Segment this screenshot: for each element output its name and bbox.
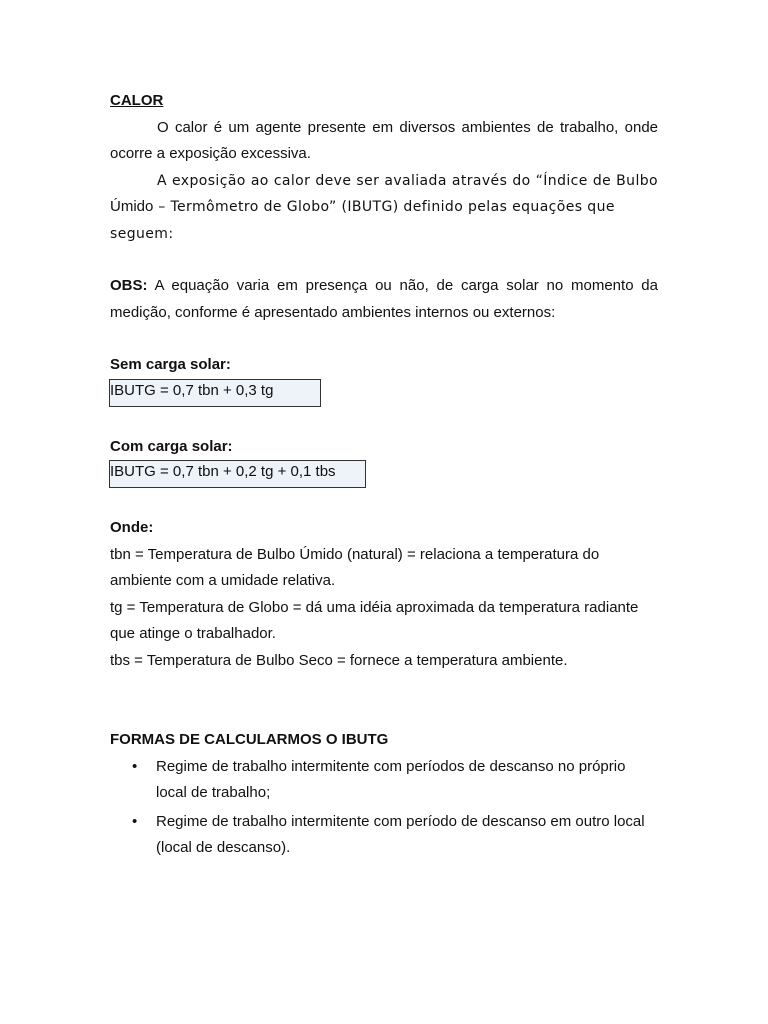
list-item — [110, 809, 658, 862]
obs-label: OBS: — [110, 277, 148, 294]
bullet-icon: • — [132, 812, 138, 830]
document-page — [110, 88, 658, 864]
formas-list — [110, 754, 658, 862]
list-item — [110, 754, 658, 807]
com-carga-label: Com carga solar: — [110, 437, 233, 455]
ibutg-intro-line1: A exposição ao calor deve ser avaliada através do “Índice de Bulbo — [157, 172, 658, 189]
sem-carga-formula: IBUTG = 0,7 tbn + 0,3 tg — [110, 381, 274, 399]
sem-carga-formula-box — [109, 379, 321, 407]
com-carga-formula-box — [109, 460, 366, 488]
ibutg-intro-line2 — [110, 194, 658, 247]
onde-label: Onde: — [110, 519, 154, 536]
section-title-calor: CALOR — [110, 92, 164, 109]
sem-carga-label: Sem carga solar: — [110, 356, 231, 373]
list-item-text: Regime de trabalho intermitente com período de descanso em outro local (local de descanso). — [156, 812, 645, 856]
onde-tbn: tbn = Temperatura de Bulbo Úmido (natural) = relaciona a temperatura do ambiente com a umidade relativa. — [110, 545, 600, 589]
ibutg-intro-umido: Úmido — [110, 198, 154, 215]
obs-paragraph — [110, 273, 658, 326]
ibutg-intro-rest: – Termômetro de Globo” (IBUTG) definido pelas equações que seguem: — [110, 199, 615, 242]
obs-text: A equação varia em presença ou não, de carga solar no momento da medição, conforme é apresentado ambientes internos ou externos: — [110, 277, 658, 321]
onde-tbs: tbs = Temperatura de Bulbo Seco = fornece a temperatura ambiente. — [110, 651, 568, 669]
calor-paragraph: O calor é um agente presente em diversos ambientes de trabalho, onde ocorre a exposição excessiva. — [110, 118, 658, 162]
onde-tg: tg = Temperatura de Globo = dá uma idéia aproximada da temperatura radiante que atinge o trabalhador. — [110, 598, 639, 642]
bullet-icon: • — [132, 757, 138, 775]
list-item-text: Regime de trabalho intermitente com períodos de descanso no próprio local de trabalho; — [156, 757, 626, 801]
formas-title: FORMAS DE CALCULARMOS O IBUTG — [110, 731, 389, 748]
com-carga-formula: IBUTG = 0,7 tbn + 0,2 tg + 0,1 tbs — [110, 463, 336, 480]
